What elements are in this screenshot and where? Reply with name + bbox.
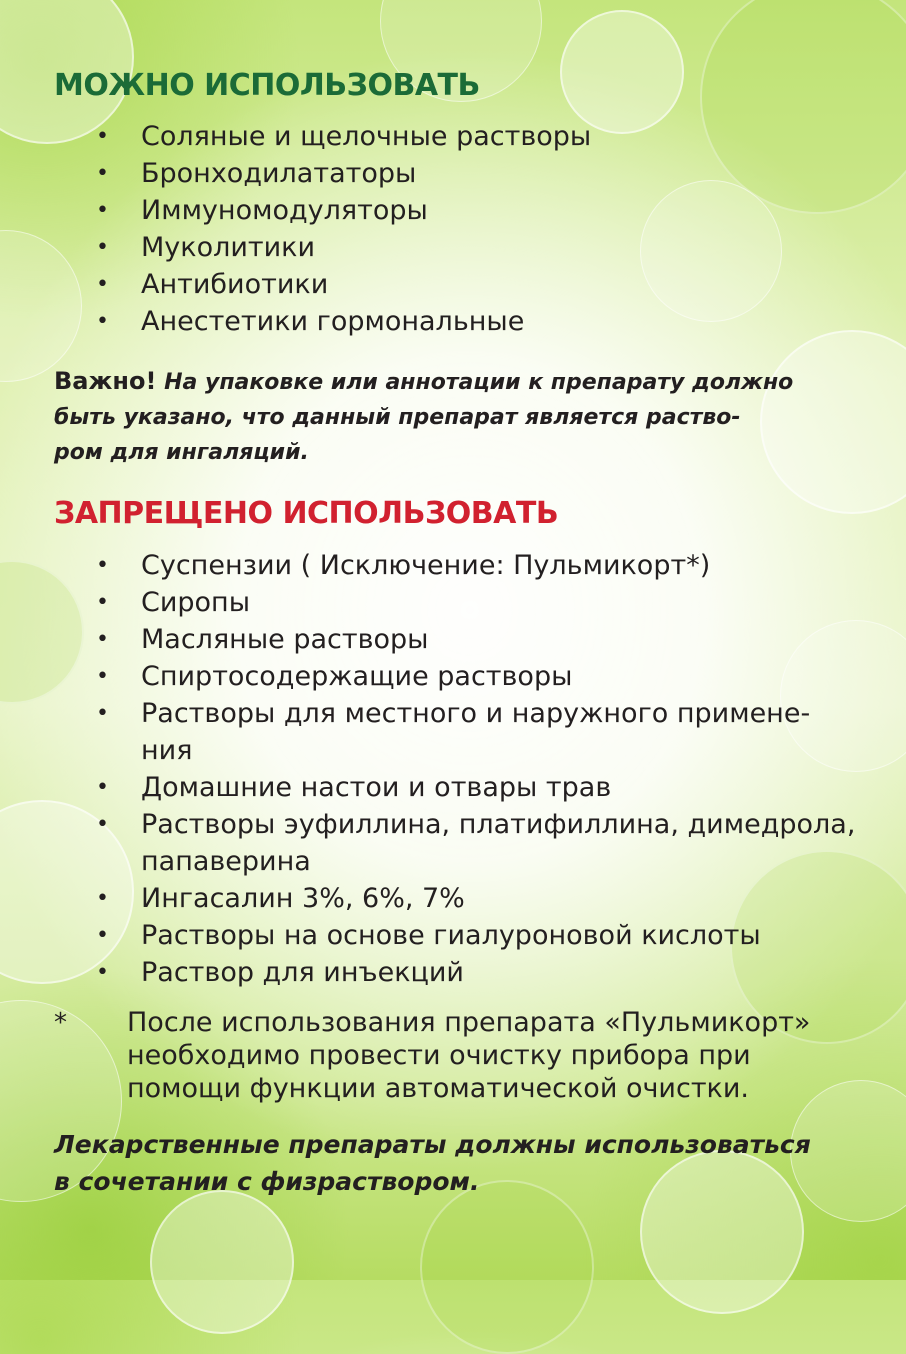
important-text-line2: быть указано, что данный препарат является раство- (54, 405, 741, 430)
forbidden-item (88, 769, 868, 806)
bullet-icon: • (96, 235, 109, 260)
forbidden-item (88, 917, 868, 954)
important-text-line1: На упаковке или аннотации к препарату должно (164, 370, 794, 395)
allowed-item (88, 118, 868, 155)
allowed-item-text: Антибиотики (141, 269, 329, 300)
forbidden-item-continuation (88, 843, 868, 880)
forbidden-item-text: Суспензии ( Исключение: Пульмикорт*) (141, 550, 711, 581)
forbidden-item-text: Масляные растворы (141, 624, 429, 655)
allowed-item (88, 229, 868, 266)
allowed-item-text: Иммуномодуляторы (141, 195, 428, 226)
bullet-icon: • (96, 161, 109, 186)
forbidden-item (88, 954, 868, 991)
bullet-icon: • (96, 198, 109, 223)
footnote-text (127, 1006, 847, 1105)
bullet-icon: • (96, 553, 109, 578)
forbidden-heading: ЗАПРЕЩЕНО ИСПОЛЬЗОВАТЬ (54, 496, 559, 531)
footnote-line3: помощи функции автоматической очистки. (127, 1073, 749, 1104)
bullet-icon: • (96, 886, 109, 911)
bullet-icon: • (96, 775, 109, 800)
closing-line1: Лекарственные препараты должны использоваться (54, 1130, 811, 1159)
allowed-item (88, 266, 868, 303)
forbidden-item (88, 621, 868, 658)
allowed-item-text: Анестетики гормональные (141, 306, 525, 337)
forbidden-item-text: Растворы на основе гиалуроновой кислоты (141, 920, 761, 951)
forbidden-item-text: Домашние настои и отвары трав (141, 772, 612, 803)
bullet-icon: • (96, 664, 109, 689)
forbidden-item-continuation (88, 732, 868, 769)
important-note (54, 364, 844, 470)
important-label: Важно! (54, 367, 157, 395)
forbidden-item (88, 547, 868, 584)
closing-note (54, 1126, 864, 1200)
allowed-item-text: Муколитики (141, 232, 316, 263)
bullet-icon: • (96, 272, 109, 297)
allowed-list (88, 118, 868, 340)
allowed-item (88, 155, 868, 192)
bullet-icon: • (96, 627, 109, 652)
forbidden-item (88, 695, 868, 732)
allowed-item (88, 303, 868, 340)
forbidden-item (88, 806, 868, 843)
forbidden-item-text: Ингасалин 3%, 6%, 7% (141, 883, 465, 914)
bullet-icon: • (96, 812, 109, 837)
forbidden-item-text: Растворы эуфиллина, платифиллина, димедрола, (141, 809, 856, 840)
forbidden-item-text: Сиропы (141, 587, 251, 618)
forbidden-item-text: Раствор для инъекций (141, 957, 464, 988)
forbidden-item (88, 658, 868, 695)
allowed-heading: МОЖНО ИСПОЛЬЗОВАТЬ (54, 68, 480, 103)
forbidden-item-text: Спиртосодержащие растворы (141, 661, 573, 692)
bullet-icon: • (96, 701, 109, 726)
bullet-icon: • (96, 124, 109, 149)
forbidden-item-text: ния (141, 735, 193, 766)
forbidden-list (88, 547, 868, 991)
allowed-item (88, 192, 868, 229)
forbidden-item-text: Растворы для местного и наружного примене- (141, 698, 811, 729)
footnote-line1: После использования препарата «Пульмикорт» (127, 1007, 811, 1038)
footnote-line2: необходимо провести очистку прибора при (127, 1040, 751, 1071)
bullet-icon: • (96, 309, 109, 334)
forbidden-item (88, 880, 868, 917)
closing-line2: в сочетании с физраствором. (54, 1167, 480, 1196)
forbidden-item (88, 584, 868, 621)
footnote-marker: * (54, 1008, 67, 1038)
bullet-icon: • (96, 590, 109, 615)
bullet-icon: • (96, 923, 109, 948)
bullet-icon: • (96, 960, 109, 985)
forbidden-item-text: папаверина (141, 846, 311, 877)
allowed-item-text: Соляные и щелочные растворы (141, 121, 592, 152)
important-text-line3: ром для ингаляций. (54, 440, 309, 465)
allowed-item-text: Бронходилататоры (141, 158, 417, 189)
